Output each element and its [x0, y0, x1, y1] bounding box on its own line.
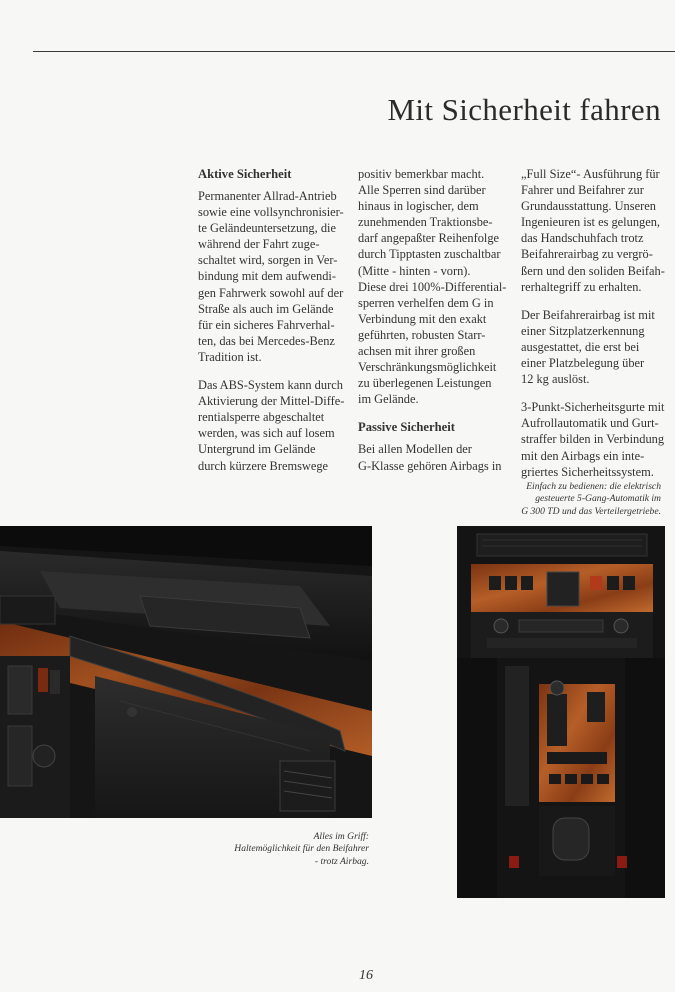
paragraph: „Full Size“- Ausführung für Fahrer und Beifahrer zur Grundausstattung. Unseren Ingenieuren ist es gelungen, das Handschuhfach trotz Beifahrerairbag zu vergrö- ßern und den soliden Beifah- rerhaltegriff zu erhalten. [521, 167, 665, 294]
paragraph: Das ABS-System kann durch Aktivierung der Mittel-Diffe- rentialsperre abgeschaltet werden, was sich auf losem Untergrund im Gelände durch kürzere Bremswege [198, 378, 345, 473]
center-console-photo [457, 526, 665, 898]
heading-passive-safety: Passive Sicherheit [358, 420, 455, 435]
page-number: 16 [359, 968, 373, 983]
heading-active-safety: Aktive Sicherheit [198, 167, 292, 181]
paragraph: positiv bemerkbar macht. Alle Sperren sind darüber hinaus in logischer, dem zunehmenden Traktionsbe- darf angepaßter Reihenfolge durch Tipptasten zuschaltbar (Mitte - hinten - vorn). Diese drei 100%-Differential- sperren verhelfen dem G in Verbindung mit den exakt geführten, robusten Starr- achsen mit ihrer großen Verschränkungsmöglichkeit zu überlegenen Leistungen im Gelände. [358, 167, 507, 407]
top-rule [33, 51, 675, 52]
paragraph: Bei allen Modellen der G-Klasse gehören Airbags in [358, 442, 502, 473]
caption-console-photo: Einfach zu bedienen: die elektrisch gesteuerte 5-Gang-Automatik im G 300 TD und das Verteilergetriebe. [521, 481, 661, 517]
paragraph: Der Beifahrerairbag ist mit einer Sitzplatzerkennung ausgestattet, die erst bei einer Platzbelegung über 12 kg auslöst. [521, 307, 655, 387]
text-column-2 [358, 166, 508, 486]
text-column-3 [521, 166, 671, 492]
caption-dashboard-photo: Alles im Griff: Haltemöglichkeit für den Beifahrer - trotz Airbag. [234, 831, 369, 867]
page-title: Mit Sicherheit fahren [387, 92, 661, 127]
text-column-1 [198, 166, 348, 486]
paragraph: 3-Punkt-Sicherheitsgurte mit Aufrollautomatik und Gurt- straffer bilden in Verbindung mit den Airbags ein inte- griertes Sicherheitssystem. [521, 400, 665, 479]
dashboard-photo [0, 526, 372, 818]
paragraph: Permanenter Allrad-Antrieb sowie eine vollsynchronisier- te Geländeuntersetzung, die während der Fahrt zuge- schaltet wird, sorgen in Ver- bindung mit dem aufwendi- gen Fahrwerk sowohl auf der Straße als auch im Gelände für ein sicheres Fahrverhal- ten, das bei Mercedes-Benz Tradition ist. [198, 189, 344, 364]
